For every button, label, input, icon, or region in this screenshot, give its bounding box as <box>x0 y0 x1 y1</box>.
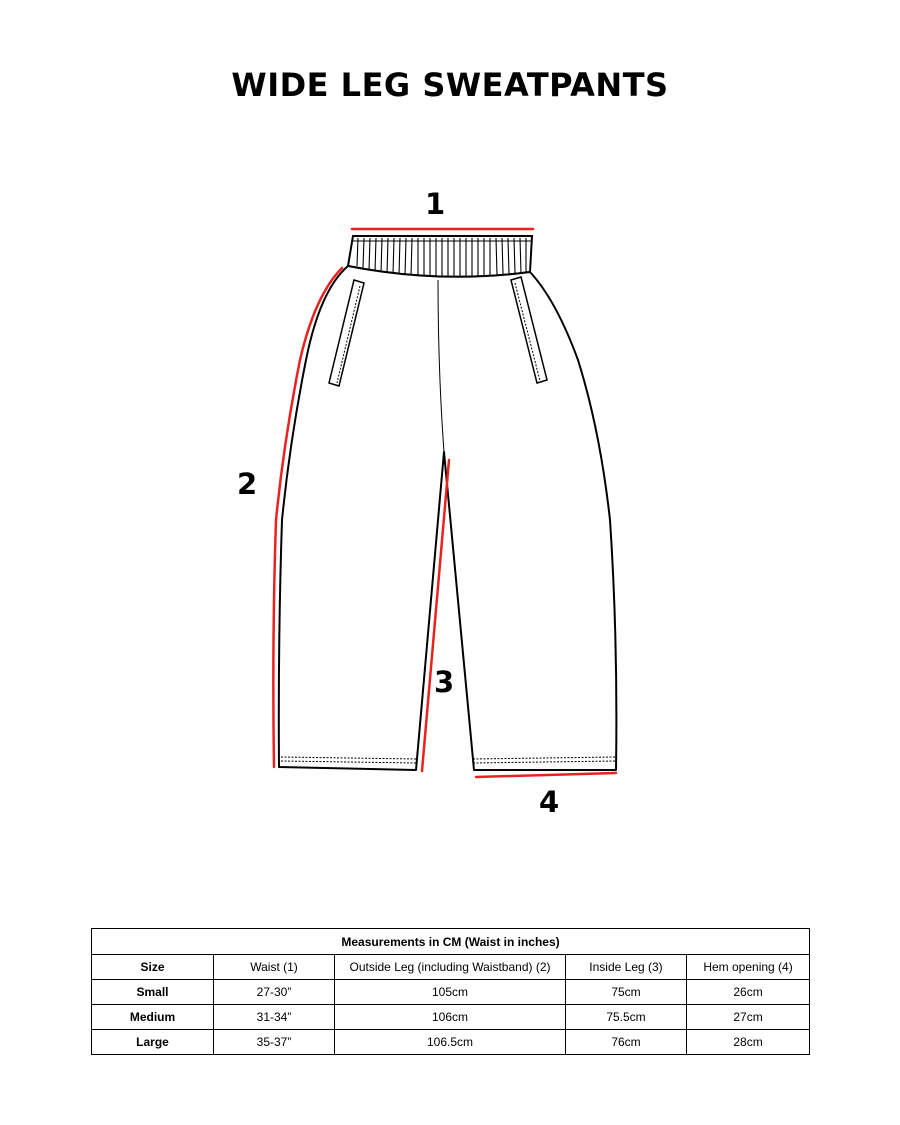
outside-leg-cell: 106cm <box>335 1005 566 1030</box>
size-chart-table <box>91 928 810 1055</box>
header-hem-opening: Hem opening (4) <box>687 955 810 980</box>
size-cell: Medium <box>92 1005 214 1030</box>
table-caption-row <box>92 929 810 955</box>
header-inside-leg: Inside Leg (3) <box>566 955 687 980</box>
header-waist: Waist (1) <box>214 955 335 980</box>
callout-inside-leg: 3 <box>434 665 455 699</box>
callout-hem-opening: 4 <box>539 785 560 819</box>
size-cell: Large <box>92 1030 214 1055</box>
hem-cell: 27cm <box>687 1005 810 1030</box>
hem-measure-line <box>476 773 616 777</box>
table-header-row <box>92 955 810 980</box>
table-caption: Measurements in CM (Waist in inches) <box>92 929 810 955</box>
hem-cell: 26cm <box>687 980 810 1005</box>
header-outside-leg: Outside Leg (including Waistband) (2) <box>335 955 566 980</box>
outside-leg-cell: 105cm <box>335 980 566 1005</box>
inside-leg-cell: 75cm <box>566 980 687 1005</box>
outside-leg-cell: 106.5cm <box>335 1030 566 1055</box>
waist-cell: 31-34” <box>214 1005 335 1030</box>
callout-waist: 1 <box>425 187 446 221</box>
table-row <box>92 980 810 1005</box>
inside-leg-cell: 75.5cm <box>566 1005 687 1030</box>
header-size: Size <box>92 955 214 980</box>
table-row <box>92 1030 810 1055</box>
waist-cell: 27-30” <box>214 980 335 1005</box>
callout-outside-leg: 2 <box>237 467 258 501</box>
page-title: WIDE LEG SWEATPANTS <box>231 66 669 104</box>
inside-leg-cell: 76cm <box>566 1030 687 1055</box>
table-row <box>92 1005 810 1030</box>
hem-cell: 28cm <box>687 1030 810 1055</box>
waist-cell: 35-37” <box>214 1030 335 1055</box>
size-cell: Small <box>92 980 214 1005</box>
